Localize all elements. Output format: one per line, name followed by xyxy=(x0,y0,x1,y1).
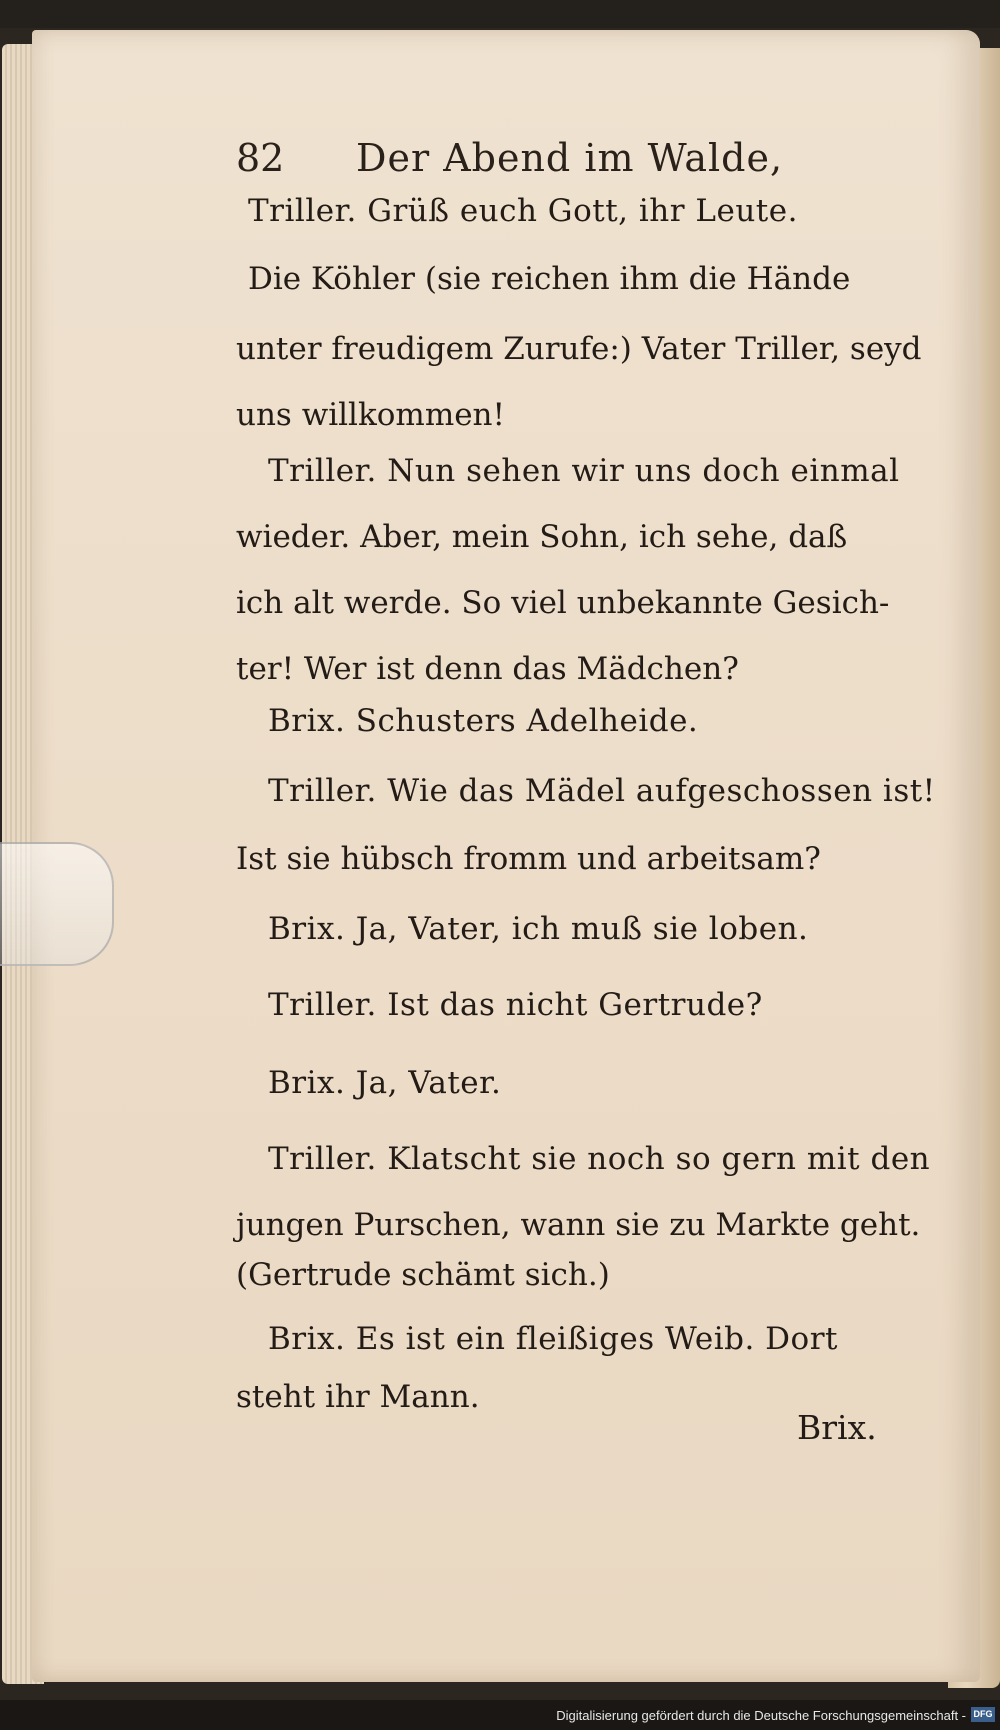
text-line: Brix. Ja, Vater, ich muß sie loben. xyxy=(268,911,809,947)
text-line: Triller. Ist das nicht Gertrude? xyxy=(268,987,763,1023)
page-number: 82 xyxy=(236,136,285,180)
text-line: Ist sie hübsch fromm und arbeitsam? xyxy=(236,841,821,877)
running-title: Der Abend im Walde, xyxy=(356,136,784,180)
text-line: Triller. Wie das Mädel aufgeschossen ist! xyxy=(268,773,936,809)
text-line: Brix. Ja, Vater. xyxy=(268,1065,502,1101)
text-line: uns willkommen! xyxy=(236,397,505,433)
text-line: ter! Wer ist denn das Mädchen? xyxy=(236,651,739,687)
text-line: wieder. Aber, mein Sohn, ich sehe, daß xyxy=(236,519,848,555)
dfg-credit: Digitalisierung gefördert durch die Deutsche Forschungsgemeinschaft - xyxy=(556,1708,966,1723)
page-header xyxy=(236,128,796,188)
text-line: (Gertrude schämt sich.) xyxy=(236,1257,610,1293)
text-line: unter freudigem Zurufe:) Vater Triller, seyd xyxy=(236,331,922,367)
text-line: Triller. Klatscht sie noch so gern mit den xyxy=(268,1141,931,1177)
text-line: Triller. Grüß euch Gott, ihr Leute. xyxy=(248,193,798,229)
catchword: Brix. xyxy=(797,1408,877,1447)
text-line: Brix. Es ist ein fleißiges Weib. Dort xyxy=(268,1321,838,1357)
text-line: ich alt werde. So viel unbekannte Gesich- xyxy=(236,585,890,621)
text-line: jungen Purschen, wann sie zu Markte geht. xyxy=(236,1207,921,1243)
footer-bar xyxy=(0,1700,1000,1730)
page-clip xyxy=(0,842,114,966)
text-line: Brix. Schusters Adelheide. xyxy=(268,703,699,739)
text-line: Triller. Nun sehen wir uns doch einmal xyxy=(268,453,900,489)
text-line: Die Köhler (sie reichen ihm die Hände xyxy=(248,261,851,297)
dfg-logo-icon: DFG xyxy=(971,1707,995,1722)
text-line: steht ihr Mann. xyxy=(236,1379,480,1415)
